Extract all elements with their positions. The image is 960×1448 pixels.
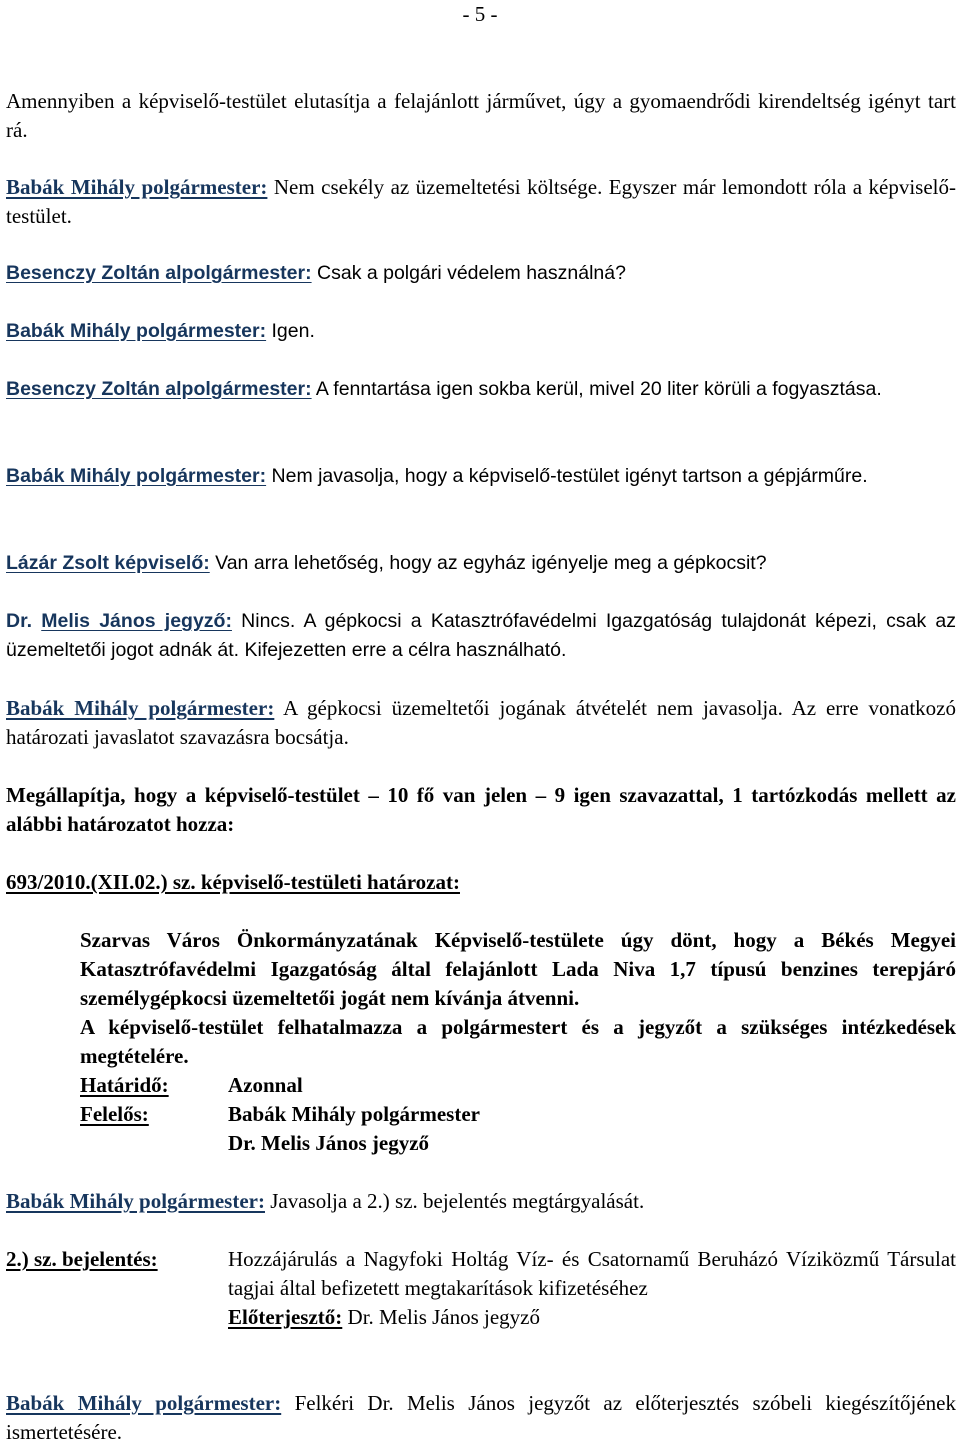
paragraph-mayor-next-item bbox=[6, 1187, 956, 1216]
paragraph-vehicle-claim bbox=[6, 87, 956, 145]
speaker-name: Babák Mihály polgármester: bbox=[6, 1391, 282, 1415]
paragraph-notary-answer bbox=[6, 607, 956, 665]
speaker-prefix: Dr. bbox=[6, 610, 42, 632]
announcement-label: 2.) sz. bejelentés: bbox=[6, 1247, 158, 1271]
paragraph-text: Van arra lehetőség, hogy az egyház igényelje meg a gépkocsit? bbox=[209, 552, 767, 574]
paragraph-text: Csak a polgári védelem használná? bbox=[311, 262, 626, 284]
speaker-name: Babák Mihály polgármester: bbox=[6, 1189, 265, 1213]
resolution-number: 693/2010.(XII.02.) sz. képviselő-testületi határozat: bbox=[6, 870, 460, 894]
paragraph-text: Igen. bbox=[266, 320, 315, 342]
presenter-label: Előterjesztő: bbox=[228, 1305, 343, 1329]
speaker-name: Lázár Zsolt képviselő: bbox=[6, 552, 210, 574]
paragraph-mayor-vote bbox=[6, 694, 956, 752]
paragraph-vote-result: Megállapítja, hogy a képviselő-testület – 10 fő van jelen – 9 igen szavazattal, 1 tartózkodás mellett az alábbi határozatot hozza: bbox=[6, 783, 956, 836]
paragraph-text: Amennyiben a képviselő-testület elutasítja a felajánlott járművet, úgy a gyomaendrődi kirendeltség igényt tart rá. bbox=[6, 89, 956, 142]
speaker-name: Babák Mihály polgármester: bbox=[6, 696, 275, 720]
paragraph-mayor-request bbox=[6, 1389, 956, 1447]
presenter-value: Dr. Melis János jegyző bbox=[342, 1305, 541, 1329]
deadline-label: Határidő: bbox=[80, 1073, 169, 1097]
speaker-name: Besenczy Zoltán alpolgármester: bbox=[6, 378, 312, 400]
paragraph-deputy-consumption bbox=[6, 375, 956, 404]
paragraph-mayor-cost bbox=[6, 173, 956, 231]
speaker-name: Babák Mihály polgármester: bbox=[6, 175, 268, 199]
decision-authorization: A képviselő-testület felhatalmazza a polgármestert és a jegyzőt a szükséges intézkedések megtételére. bbox=[80, 1015, 956, 1068]
announcement-text: Hozzájárulás a Nagyfoki Holtág Víz- és Csatornamű Beruházó Víziközmű Társulat tagjai által befizetett megtakarítások kifizetéséhez bbox=[228, 1247, 956, 1300]
paragraph-lazar-question bbox=[6, 549, 956, 578]
decision-text: Szarvas Város Önkormányzatának Képviselő-testülete úgy dönt, hogy a Békés Megyei Katasztrófavédelmi Igazgatóság által felajánlott Lada Niva 1,7 típusú benzines terepjáró személygépkocsi üzemeltetői jogát nem kívánja átvenni. bbox=[80, 928, 956, 1010]
speaker-name: Babák Mihály polgármester: bbox=[6, 320, 267, 342]
paragraph-deputy-question bbox=[6, 259, 956, 288]
speaker-name: Besenczy Zoltán alpolgármester: bbox=[6, 262, 312, 284]
paragraph-mayor-recommend bbox=[6, 462, 956, 491]
paragraph-text: A gépkocsi üzemeltetői jogának átvételét nem javasolja. Az erre vonatkozó határozati javaslatot szavazásra bocsátja. bbox=[6, 696, 957, 749]
paragraph-text: Nem csekély az üzemeltetési költsége. Egyszer már lemondott róla a képviselő-testület. bbox=[6, 175, 956, 228]
responsible-label: Felelős: bbox=[80, 1102, 149, 1126]
paragraph-text: Nem javasolja, hogy a képviselő-testület igényt tartson a gépjárműre. bbox=[266, 465, 868, 487]
paragraph-text: Nincs. A gépkocsi a Katasztrófavédelmi Igazgatóság tulajdonát képezi, csak az üzemeltetői jogot adnák át. Kifejezetten erre a célra használható. bbox=[6, 610, 956, 661]
responsible-notary: Dr. Melis János jegyző bbox=[228, 1131, 430, 1155]
paragraph-text: Felkéri Dr. Melis János jegyzőt az előterjesztés szóbeli kiegészítőjének ismertetésére. bbox=[6, 1391, 956, 1444]
responsible-mayor: Babák Mihály polgármester bbox=[228, 1102, 480, 1126]
speaker-name: Babák Mihály polgármester: bbox=[6, 465, 267, 487]
deadline-value: Azonnal bbox=[228, 1073, 303, 1097]
page-number: - 5 - bbox=[462, 2, 498, 26]
paragraph-text: A fenntartása igen sokba kerül, mivel 20 liter körüli a fogyasztása. bbox=[311, 378, 882, 400]
paragraph-text: Javasolja a 2.) sz. bejelentés megtárgyalását. bbox=[264, 1189, 645, 1213]
speaker-name: Melis János jegyző: bbox=[41, 610, 232, 632]
paragraph-mayor-yes bbox=[6, 317, 956, 346]
presenter-line bbox=[228, 1303, 540, 1332]
